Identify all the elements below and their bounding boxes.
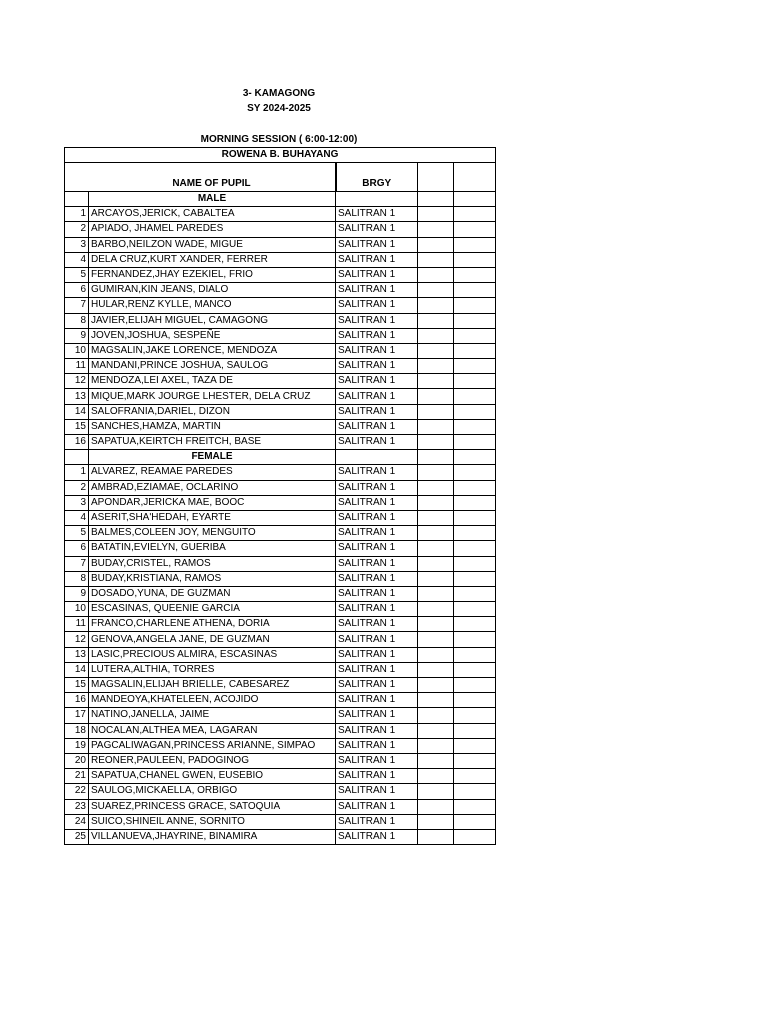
- pupil-name: BUDAY,KRISTIANA, RAMOS: [89, 571, 336, 586]
- pupil-brgy: SALITRAN 1: [336, 647, 418, 662]
- pupil-blank-cell: [418, 602, 454, 617]
- pupil-blank-cell: [454, 738, 496, 753]
- pupil-row: [65, 374, 496, 389]
- pupil-number: 22: [65, 784, 89, 799]
- pupil-blank-cell: [454, 586, 496, 601]
- blank-column-1: [418, 163, 454, 192]
- pupil-name: MAGSALIN,ELIJAH BRIELLE, CABESAREZ: [89, 678, 336, 693]
- pupil-brgy: SALITRAN 1: [336, 419, 418, 434]
- pupil-row: [65, 799, 496, 814]
- pupil-number: 13: [65, 389, 89, 404]
- pupil-row: [65, 207, 496, 222]
- pupil-row: [65, 480, 496, 495]
- pupil-number: 5: [65, 526, 89, 541]
- pupil-brgy: SALITRAN 1: [336, 207, 418, 222]
- pupil-brgy: SALITRAN 1: [336, 252, 418, 267]
- pupil-number: 15: [65, 678, 89, 693]
- pupil-row: [65, 343, 496, 358]
- pupil-blank-cell: [454, 343, 496, 358]
- pupil-name: ESCASINAS, QUEENIE GARCIA: [89, 602, 336, 617]
- school-year: SY 2024-2025: [247, 103, 311, 114]
- pupil-blank-cell: [454, 814, 496, 829]
- pupil-blank-cell: [418, 586, 454, 601]
- pupil-row: [65, 541, 496, 556]
- pupil-name: MANDANI,PRINCE JOSHUA, SAULOG: [89, 359, 336, 374]
- pupil-brgy: SALITRAN 1: [336, 359, 418, 374]
- pupil-number: 4: [65, 252, 89, 267]
- pupil-row: [65, 571, 496, 586]
- pupil-name: DOSADO,YUNA, DE GUZMAN: [89, 586, 336, 601]
- pupil-row: [65, 693, 496, 708]
- group-num-cell: [65, 192, 89, 207]
- pupil-number: 6: [65, 283, 89, 298]
- pupil-blank-cell: [454, 829, 496, 844]
- pupil-brgy: SALITRAN 1: [336, 222, 418, 237]
- pupil-blank-cell: [418, 784, 454, 799]
- pupil-blank-cell: [454, 769, 496, 784]
- pupil-row: [65, 723, 496, 738]
- pupil-name: FERNANDEZ,JHAY EZEKIEL, FRIO: [89, 267, 336, 282]
- pupil-row: [65, 328, 496, 343]
- pupil-name: JAVIER,ELIJAH MIGUEL, CAMAGONG: [89, 313, 336, 328]
- pupil-name: BATATIN,EVIELYN, GUERIBA: [89, 541, 336, 556]
- section-title: 3- KAMAGONG: [242, 88, 316, 99]
- pupil-row: [65, 419, 496, 434]
- pupil-name: DELA CRUZ,KURT XANDER, FERRER: [89, 252, 336, 267]
- pupil-number: 21: [65, 769, 89, 784]
- pupil-blank-cell: [454, 495, 496, 510]
- pupil-name: ASERIT,SHA'HEDAH, EYARTE: [89, 510, 336, 525]
- pupil-number: 9: [65, 328, 89, 343]
- pupil-blank-cell: [418, 526, 454, 541]
- pupil-name: SALOFRANIA,DARIEL, DIZON: [89, 404, 336, 419]
- pupil-row: [65, 647, 496, 662]
- pupil-name: SUICO,SHINEIL ANNE, SORNITO: [89, 814, 336, 829]
- pupil-blank-cell: [418, 829, 454, 844]
- pupil-blank-cell: [418, 313, 454, 328]
- pupil-name: BARBO,NEILZON WADE, MIGUE: [89, 237, 336, 252]
- pupil-blank-cell: [454, 480, 496, 495]
- pupil-number: 16: [65, 693, 89, 708]
- pupil-name: BUDAY,CRISTEL, RAMOS: [89, 556, 336, 571]
- pupil-row: [65, 556, 496, 571]
- pupil-blank-cell: [454, 662, 496, 677]
- male-group-row: [65, 192, 496, 207]
- pupil-number: 11: [65, 359, 89, 374]
- pupil-number: 1: [65, 207, 89, 222]
- pupil-number: 18: [65, 723, 89, 738]
- pupil-brgy: SALITRAN 1: [336, 343, 418, 358]
- pupil-brgy: SALITRAN 1: [336, 435, 418, 450]
- pupil-blank-cell: [454, 465, 496, 480]
- pupil-name: JOVEN,JOSHUA, SESPEÑE: [89, 328, 336, 343]
- column-header-row: [65, 163, 496, 192]
- pupil-row: [65, 586, 496, 601]
- pupil-number: 2: [65, 222, 89, 237]
- pupil-name: MAGSALIN,JAKE LORENCE, MENDOZA: [89, 343, 336, 358]
- pupil-number: 9: [65, 586, 89, 601]
- pupil-blank-cell: [418, 693, 454, 708]
- pupil-name: AMBRAD,EZIAMAE, OCLARINO: [89, 480, 336, 495]
- pupil-brgy: SALITRAN 1: [336, 267, 418, 282]
- pupil-blank-cell: [454, 374, 496, 389]
- pupil-row: [65, 753, 496, 768]
- pupil-row: [65, 222, 496, 237]
- pupil-name: SAPATUA,KEIRTCH FREITCH, BASE: [89, 435, 336, 450]
- pupil-name: APIADO, JHAMEL PAREDES: [89, 222, 336, 237]
- pupil-blank-cell: [454, 419, 496, 434]
- pupil-name: LUTERA,ALTHIA, TORRES: [89, 662, 336, 677]
- pupil-name: SAULOG,MICKAELLA, ORBIGO: [89, 784, 336, 799]
- pupil-name: BALMES,COLEEN JOY, MENGUITO: [89, 526, 336, 541]
- pupil-blank-cell: [418, 799, 454, 814]
- pupil-number: 1: [65, 465, 89, 480]
- pupil-number: 13: [65, 647, 89, 662]
- pupil-brgy: SALITRAN 1: [336, 617, 418, 632]
- pupil-row: [65, 465, 496, 480]
- pupil-name: GUMIRAN,KIN JEANS, DIALO: [89, 283, 336, 298]
- pupil-blank-cell: [454, 753, 496, 768]
- pupil-name: APONDAR,JERICKA MAE, BOOC: [89, 495, 336, 510]
- pupil-blank-cell: [454, 632, 496, 647]
- pupil-row: [65, 602, 496, 617]
- pupil-number: 10: [65, 343, 89, 358]
- pupil-blank-cell: [454, 283, 496, 298]
- pupil-blank-cell: [418, 571, 454, 586]
- pupil-blank-cell: [418, 678, 454, 693]
- pupil-blank-cell: [454, 237, 496, 252]
- pupil-blank-cell: [418, 814, 454, 829]
- pupil-blank-cell: [418, 738, 454, 753]
- pupil-row: [65, 829, 496, 844]
- pupil-name: SANCHES,HAMZA, MARTIN: [89, 419, 336, 434]
- pupil-row: [65, 678, 496, 693]
- pupil-name: PAGCALIWAGAN,PRINCESS ARIANNE, SIMPAO: [89, 738, 336, 753]
- pupil-blank-cell: [418, 495, 454, 510]
- pupil-blank-cell: [454, 267, 496, 282]
- group-brgy-cell: [336, 192, 418, 207]
- pupil-blank-cell: [418, 359, 454, 374]
- pupil-blank-cell: [454, 435, 496, 450]
- group-num-cell: [65, 450, 89, 465]
- pupil-brgy: SALITRAN 1: [336, 571, 418, 586]
- pupil-brgy: SALITRAN 1: [336, 586, 418, 601]
- pupil-blank-cell: [418, 343, 454, 358]
- pupil-brgy: SALITRAN 1: [336, 404, 418, 419]
- pupil-number: 8: [65, 313, 89, 328]
- pupil-row: [65, 389, 496, 404]
- blank-column-2: [454, 163, 496, 192]
- pupil-brgy: SALITRAN 1: [336, 465, 418, 480]
- pupil-brgy: SALITRAN 1: [336, 510, 418, 525]
- pupil-blank-cell: [454, 784, 496, 799]
- pupil-row: [65, 313, 496, 328]
- pupil-blank-cell: [418, 435, 454, 450]
- pupil-row: [65, 617, 496, 632]
- pupil-number: 7: [65, 556, 89, 571]
- pupil-blank-cell: [418, 237, 454, 252]
- pupil-brgy: SALITRAN 1: [336, 753, 418, 768]
- pupil-number: 19: [65, 738, 89, 753]
- brgy-column-header: BRGY: [336, 163, 418, 192]
- pupil-blank-cell: [418, 556, 454, 571]
- pupil-blank-cell: [454, 678, 496, 693]
- pupil-blank-cell: [418, 769, 454, 784]
- pupil-row: [65, 435, 496, 450]
- pupil-blank-cell: [418, 328, 454, 343]
- pupil-row: [65, 738, 496, 753]
- pupil-name: FRANCO,CHARLENE ATHENA, DORIA: [89, 617, 336, 632]
- pupil-brgy: SALITRAN 1: [336, 602, 418, 617]
- teacher-row: [65, 148, 496, 163]
- pupil-brgy: SALITRAN 1: [336, 313, 418, 328]
- pupil-number: 3: [65, 237, 89, 252]
- pupil-name: ARCAYOS,JERICK, CABALTEA: [89, 207, 336, 222]
- pupil-blank-cell: [418, 419, 454, 434]
- pupil-blank-cell: [454, 328, 496, 343]
- female-group-row: [65, 450, 496, 465]
- group-blank-cell: [454, 192, 496, 207]
- pupil-brgy: SALITRAN 1: [336, 298, 418, 313]
- pupil-number: 3: [65, 495, 89, 510]
- pupil-brgy: SALITRAN 1: [336, 283, 418, 298]
- pupil-blank-cell: [418, 708, 454, 723]
- pupil-blank-cell: [454, 541, 496, 556]
- pupil-brgy: SALITRAN 1: [336, 738, 418, 753]
- pupil-row: [65, 404, 496, 419]
- pupil-blank-cell: [454, 404, 496, 419]
- pupil-row: [65, 526, 496, 541]
- pupil-number: 2: [65, 480, 89, 495]
- pupil-blank-cell: [418, 298, 454, 313]
- pupil-brgy: SALITRAN 1: [336, 723, 418, 738]
- female-group-label: FEMALE: [89, 450, 336, 465]
- pupil-blank-cell: [418, 283, 454, 298]
- pupil-row: [65, 495, 496, 510]
- pupil-blank-cell: [454, 313, 496, 328]
- pupil-blank-cell: [454, 693, 496, 708]
- pupil-name: SAPATUA,CHANEL GWEN, EUSEBIO: [89, 769, 336, 784]
- pupil-row: [65, 662, 496, 677]
- pupil-row: [65, 283, 496, 298]
- pupil-blank-cell: [454, 207, 496, 222]
- pupil-blank-cell: [454, 647, 496, 662]
- pupil-number: 12: [65, 374, 89, 389]
- pupil-roster-table: [64, 147, 496, 845]
- pupil-blank-cell: [418, 753, 454, 768]
- pupil-number: 14: [65, 404, 89, 419]
- pupil-number: 5: [65, 267, 89, 282]
- pupil-row: [65, 298, 496, 313]
- pupil-name: VILLANUEVA,JHAYRINE, BINAMIRA: [89, 829, 336, 844]
- pupil-name: MENDOZA,LEI AXEL, TAZA DE: [89, 374, 336, 389]
- pupil-row: [65, 252, 496, 267]
- pupil-row: [65, 708, 496, 723]
- teacher-name: ROWENA B. BUHAYANG: [65, 148, 496, 163]
- pupil-number: 17: [65, 708, 89, 723]
- pupil-brgy: SALITRAN 1: [336, 784, 418, 799]
- pupil-brgy: SALITRAN 1: [336, 814, 418, 829]
- pupil-row: [65, 359, 496, 374]
- pupil-blank-cell: [418, 465, 454, 480]
- group-blank-cell: [418, 450, 454, 465]
- pupil-blank-cell: [454, 252, 496, 267]
- pupil-brgy: SALITRAN 1: [336, 829, 418, 844]
- pupil-number: 8: [65, 571, 89, 586]
- pupil-name: NOCALAN,ALTHEA MEA, LAGARAN: [89, 723, 336, 738]
- pupil-brgy: SALITRAN 1: [336, 237, 418, 252]
- pupil-number: 23: [65, 799, 89, 814]
- pupil-row: [65, 814, 496, 829]
- pupil-number: 20: [65, 753, 89, 768]
- pupil-name: HULAR,RENZ KYLLE, MANCO: [89, 298, 336, 313]
- pupil-number: 16: [65, 435, 89, 450]
- header-num-cell: [65, 163, 89, 192]
- group-blank-cell: [418, 192, 454, 207]
- pupil-blank-cell: [418, 404, 454, 419]
- pupil-brgy: SALITRAN 1: [336, 526, 418, 541]
- pupil-blank-cell: [454, 389, 496, 404]
- pupil-blank-cell: [454, 359, 496, 374]
- pupil-number: 7: [65, 298, 89, 313]
- pupil-row: [65, 632, 496, 647]
- pupil-blank-cell: [418, 207, 454, 222]
- pupil-number: 10: [65, 602, 89, 617]
- pupil-name: REONER,PAULEEN, PADOGINOG: [89, 753, 336, 768]
- name-column-header: NAME OF PUPIL: [89, 163, 336, 192]
- pupil-brgy: SALITRAN 1: [336, 662, 418, 677]
- pupil-row: [65, 267, 496, 282]
- pupil-name: SUAREZ,PRINCESS GRACE, SATOQUIA: [89, 799, 336, 814]
- pupil-blank-cell: [418, 662, 454, 677]
- pupil-blank-cell: [454, 571, 496, 586]
- pupil-blank-cell: [454, 510, 496, 525]
- pupil-brgy: SALITRAN 1: [336, 693, 418, 708]
- pupil-blank-cell: [418, 647, 454, 662]
- pupil-blank-cell: [418, 541, 454, 556]
- pupil-brgy: SALITRAN 1: [336, 799, 418, 814]
- group-blank-cell: [454, 450, 496, 465]
- pupil-brgy: SALITRAN 1: [336, 389, 418, 404]
- pupil-name: MANDEOYA,KHATELEEN, ACOJIDO: [89, 693, 336, 708]
- group-brgy-cell: [336, 450, 418, 465]
- pupil-name: GENOVA,ANGELA JANE, DE GUZMAN: [89, 632, 336, 647]
- pupil-brgy: SALITRAN 1: [336, 374, 418, 389]
- pupil-blank-cell: [454, 723, 496, 738]
- pupil-brgy: SALITRAN 1: [336, 769, 418, 784]
- pupil-blank-cell: [454, 526, 496, 541]
- pupil-blank-cell: [418, 222, 454, 237]
- pupil-name: NATINO,JANELLA, JAIME: [89, 708, 336, 723]
- pupil-blank-cell: [454, 617, 496, 632]
- pupil-name: MIQUE,MARK JOURGE LHESTER, DELA CRUZ: [89, 389, 336, 404]
- pupil-number: 11: [65, 617, 89, 632]
- pupil-number: 24: [65, 814, 89, 829]
- pupil-brgy: SALITRAN 1: [336, 495, 418, 510]
- pupil-brgy: SALITRAN 1: [336, 708, 418, 723]
- pupil-blank-cell: [418, 617, 454, 632]
- pupil-blank-cell: [418, 374, 454, 389]
- pupil-name: ALVAREZ, REAMAE PAREDES: [89, 465, 336, 480]
- pupil-number: 12: [65, 632, 89, 647]
- pupil-row: [65, 237, 496, 252]
- pupil-blank-cell: [418, 510, 454, 525]
- pupil-blank-cell: [454, 222, 496, 237]
- pupil-brgy: SALITRAN 1: [336, 678, 418, 693]
- pupil-blank-cell: [418, 632, 454, 647]
- pupil-number: 6: [65, 541, 89, 556]
- pupil-brgy: SALITRAN 1: [336, 632, 418, 647]
- pupil-blank-cell: [454, 799, 496, 814]
- pupil-blank-cell: [454, 556, 496, 571]
- pupil-row: [65, 784, 496, 799]
- pupil-brgy: SALITRAN 1: [336, 480, 418, 495]
- pupil-number: 25: [65, 829, 89, 844]
- pupil-blank-cell: [454, 708, 496, 723]
- pupil-blank-cell: [454, 602, 496, 617]
- pupil-blank-cell: [454, 298, 496, 313]
- pupil-name: LASIC,PRECIOUS ALMIRA, ESCASINAS: [89, 647, 336, 662]
- session-title: MORNING SESSION ( 6:00-12:00): [200, 134, 358, 145]
- pupil-blank-cell: [418, 267, 454, 282]
- pupil-brgy: SALITRAN 1: [336, 328, 418, 343]
- pupil-blank-cell: [418, 389, 454, 404]
- pupil-brgy: SALITRAN 1: [336, 541, 418, 556]
- pupil-blank-cell: [418, 723, 454, 738]
- pupil-blank-cell: [418, 252, 454, 267]
- pupil-row: [65, 510, 496, 525]
- pupil-blank-cell: [418, 480, 454, 495]
- pupil-number: 14: [65, 662, 89, 677]
- pupil-brgy: SALITRAN 1: [336, 556, 418, 571]
- pupil-row: [65, 769, 496, 784]
- pupil-number: 15: [65, 419, 89, 434]
- pupil-number: 4: [65, 510, 89, 525]
- male-group-label: MALE: [89, 192, 336, 207]
